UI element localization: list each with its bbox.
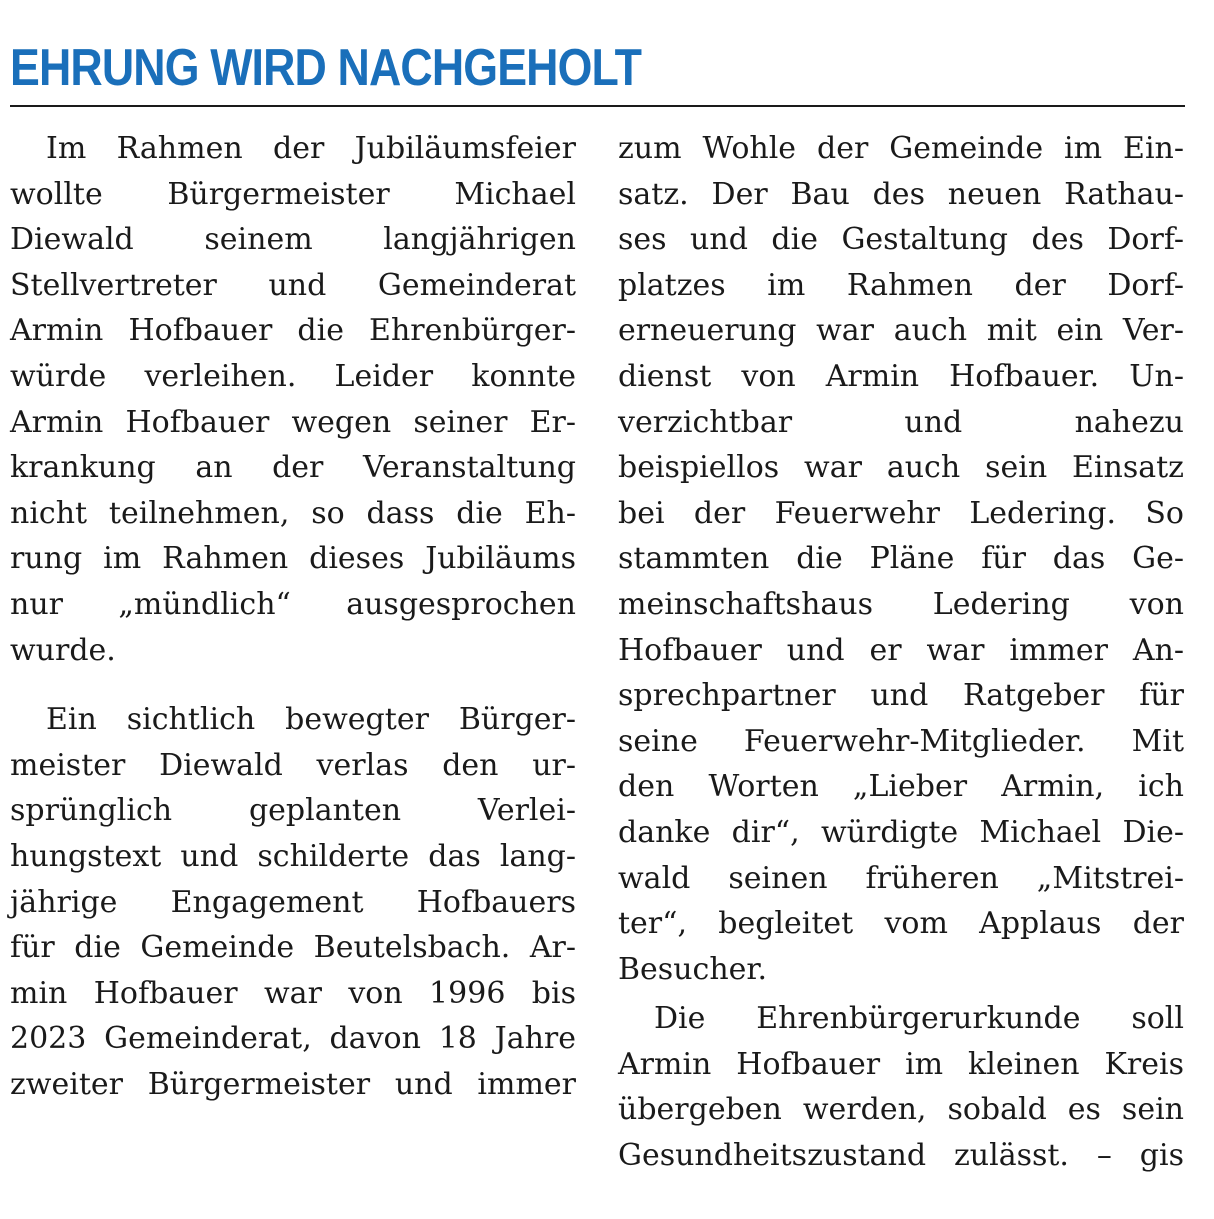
text-line: Im Rahmen der Jubiläumsfeier	[46, 131, 576, 166]
text-line: 2023 Gemeinderat, davon 18 Jahre	[10, 1021, 576, 1057]
text-line: nicht teilnehmen, so dass die Eh-	[10, 495, 576, 531]
text-line: min Hofbauer war von 1996 bis	[10, 975, 576, 1011]
text-line: Diewald seinem langjährigen	[10, 222, 576, 258]
text-line: Die Ehrenbürgerurkunde soll	[654, 1001, 1184, 1037]
text-line: verzichtbar und nahezu	[618, 404, 1184, 440]
text-line: zum Wohle der Gemeinde im Ein-	[618, 131, 1184, 166]
text-line: bei der Feuerwehr Ledering. So	[618, 495, 1184, 531]
text-line: für die Gemeinde Beutelsbach. Ar-	[10, 930, 576, 966]
text-line: Gesundheitszustand zulässt. – gis	[618, 1138, 1184, 1174]
text-line: sprechpartner und Ratgeber für	[618, 678, 1184, 714]
text-line: ter“, begleitet vom Applaus der	[618, 906, 1184, 942]
text-line: den Worten „Lieber Armin, ich	[618, 769, 1184, 805]
article-column-left	[10, 126, 576, 1107]
paragraph-speech	[10, 697, 576, 1107]
text-line: erneuerung war auch mit ein Ver-	[618, 313, 1184, 349]
text-line: übergeben werden, sobald es sein	[618, 1092, 1184, 1128]
text-line: beispiellos war auch sein Einsatz	[618, 450, 1184, 486]
text-line: Stellvertreter und Gemeinderat	[10, 267, 576, 303]
paragraph-speech-continued	[618, 126, 1184, 992]
text-line: würde verleihen. Leider konnte	[10, 358, 576, 394]
text-line: Hofbauer und er war immer An-	[618, 632, 1184, 668]
text-line: wollte Bürgermeister Michael	[10, 176, 576, 212]
paragraph-spacer	[10, 673, 576, 697]
text-line: dienst von Armin Hofbauer. Un-	[618, 358, 1184, 394]
text-line: krankung an der Veranstaltung	[10, 450, 576, 486]
text-line: jährige Engagement Hofbauers	[10, 884, 576, 920]
headline-divider	[10, 105, 1185, 107]
text-line: nur „mündlich“ ausgesprochen	[10, 586, 576, 622]
text-line: ses und die Gestaltung des Dorf-	[618, 222, 1184, 258]
text-line: satz. Der Bau des neuen Rathau-	[618, 176, 1184, 212]
text-line: wald seinen früheren „Mitstrei-	[618, 860, 1184, 896]
text-line: zweiter Bürgermeister und immer	[10, 1066, 576, 1102]
paragraph-closing	[618, 996, 1184, 1178]
article-headline: EHRUNG WIRD NACHGEHOLT	[10, 39, 642, 97]
paragraph-intro	[10, 126, 576, 673]
article-column-right	[618, 126, 1184, 1179]
text-line: Besucher.	[618, 951, 767, 987]
text-line: Armin Hofbauer die Ehrenbürger-	[10, 313, 576, 349]
text-line: seine Feuerwehr-Mitglieder. Mit	[618, 723, 1184, 759]
text-line: Ein sichtlich bewegter Bürger-	[46, 702, 576, 738]
text-line: Armin Hofbauer im kleinen Kreis	[618, 1046, 1184, 1082]
text-line: meinschaftshaus Ledering von	[618, 586, 1184, 622]
text-line: meister Diewald verlas den ur-	[10, 747, 576, 783]
text-line: Armin Hofbauer wegen seiner Er-	[10, 404, 576, 440]
text-line: platzes im Rahmen der Dorf-	[618, 267, 1184, 303]
text-line: hungstext und schilderte das lang-	[10, 838, 576, 874]
text-line: danke dir“, würdigte Michael Die-	[618, 814, 1184, 850]
text-line: rung im Rahmen dieses Jubiläums	[10, 541, 576, 577]
text-line: sprünglich geplanten Verlei-	[10, 793, 576, 829]
text-line: wurde.	[10, 632, 116, 668]
text-line: stammten die Pläne für das Ge-	[618, 541, 1184, 577]
